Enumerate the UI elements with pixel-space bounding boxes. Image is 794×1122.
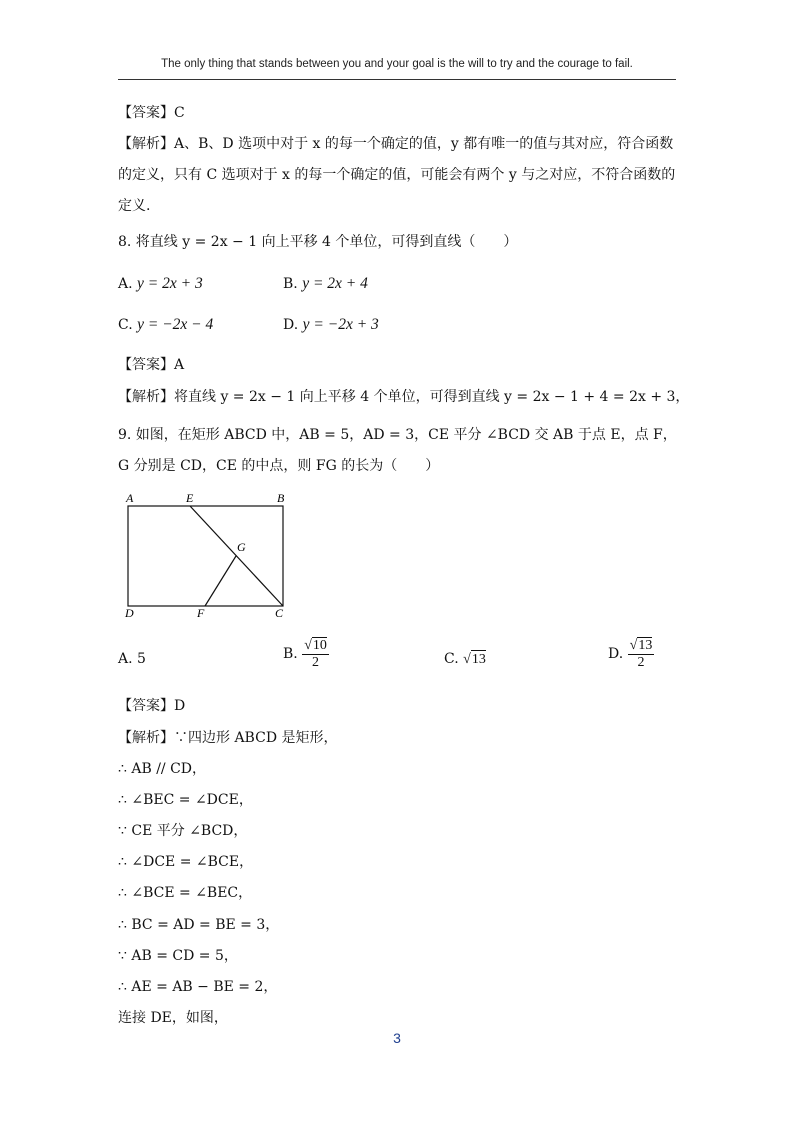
q9-step: ∵ AB = CD = 5， bbox=[118, 948, 238, 964]
q9-option-d-fraction bbox=[628, 637, 655, 671]
q9-option-c bbox=[444, 650, 486, 669]
q8-option-a-expr: y = 2x + 3 bbox=[137, 275, 203, 292]
label-f: F bbox=[197, 606, 205, 618]
q9-figure-svg bbox=[118, 490, 308, 618]
page-number: 3 bbox=[393, 1030, 401, 1046]
rectangle-abcd bbox=[128, 506, 283, 606]
header-rule bbox=[118, 79, 676, 80]
q8-option-b bbox=[283, 275, 368, 293]
q9-answer: 【答案】D bbox=[118, 698, 186, 714]
q8-option-d-letter: D. bbox=[283, 317, 299, 333]
q9-step: ∴ AB // CD， bbox=[118, 761, 207, 777]
label-d: D bbox=[125, 606, 134, 618]
q8-option-d bbox=[283, 316, 379, 334]
q8-option-b-expr: y = 2x + 4 bbox=[302, 275, 368, 292]
q9-step: ∴ ∠BCE = ∠BEC， bbox=[118, 885, 253, 901]
q7-answer: 【答案】C bbox=[118, 105, 185, 121]
header-quote: The only thing that stands between you and your goal is the will to try and the courage to fail. bbox=[161, 58, 633, 70]
label-b: B bbox=[277, 491, 285, 505]
q9-option-d-numerator: √13 bbox=[629, 638, 653, 653]
segment-ce bbox=[190, 506, 283, 606]
q9-option-d-denominator: 2 bbox=[637, 655, 645, 670]
q8-option-c bbox=[118, 316, 213, 334]
q8-analysis: 【解析】将直线 y = 2x − 1 向上平移 4 个单位，可得到直线 y = 2x − 1 + 4 = 2x + 3， bbox=[118, 389, 690, 405]
q9-option-d-letter: D. bbox=[608, 646, 624, 662]
q9-stem-line2: G 分别是 CD，CE 的中点，则 FG 的长为（ ） bbox=[118, 458, 440, 474]
q9-step: ∴ AE = AB − BE = 2， bbox=[118, 979, 278, 995]
q7-analysis-line1: 【解析】A、B、D 选项中对于 x 的每一个确定的值，y 都有唯一的值与其对应，符合函数 bbox=[118, 136, 674, 152]
q8-option-a-letter: A. bbox=[118, 276, 133, 292]
q9-option-b-denominator: 2 bbox=[312, 655, 320, 670]
q9-option-b-fraction bbox=[302, 637, 329, 671]
q9-rectangle-figure bbox=[118, 490, 308, 618]
label-a: A bbox=[126, 491, 134, 505]
q9-option-b-radicand: 10 bbox=[312, 638, 327, 653]
q9-step: 【解析】∵四边形 ABCD 是矩形， bbox=[118, 730, 338, 746]
q8-stem: 8. 将直线 y = 2x − 1 向上平移 4 个单位，可得到直线（ ） bbox=[118, 234, 518, 250]
q8-option-b-letter: B. bbox=[283, 276, 298, 292]
q8-option-c-letter: C. bbox=[118, 317, 133, 333]
q8-option-d-expr: y = −2x + 3 bbox=[302, 316, 379, 333]
q7-analysis-line2: 的定义，只有 C 选项对于 x 的每一个确定的值，可能会有两个 y 与之对应，不符合函数的 bbox=[118, 167, 676, 183]
q8-option-c-expr: y = −2x − 4 bbox=[137, 316, 214, 333]
q8-option-a bbox=[118, 275, 203, 293]
q9-option-c-radicand: 13 bbox=[471, 652, 486, 667]
q9-step: ∴ ∠BEC = ∠DCE， bbox=[118, 792, 253, 808]
q9-step: 连接 DE，如图， bbox=[118, 1010, 228, 1026]
q9-option-d bbox=[608, 637, 654, 671]
q9-stem-line1: 9. 如图，在矩形 ABCD 中，AB = 5，AD = 3，CE 平分 ∠BCD 交 AB 于点 E，点 F， bbox=[118, 427, 677, 443]
q9-option-b bbox=[283, 637, 329, 671]
label-e: E bbox=[186, 491, 194, 505]
segment-fg bbox=[205, 556, 236, 606]
label-c: C bbox=[275, 606, 284, 618]
q9-option-a: A. 5 bbox=[118, 651, 146, 667]
q9-step: ∴ BC = AD = BE = 3， bbox=[118, 917, 280, 933]
q7-analysis-line3: 定义. bbox=[118, 198, 151, 214]
q9-option-b-letter: B. bbox=[283, 646, 298, 662]
q9-option-d-radicand: 13 bbox=[638, 638, 653, 653]
q9-step: ∴ ∠DCE = ∠BCE， bbox=[118, 854, 254, 870]
label-g: G bbox=[237, 540, 246, 554]
q8-answer: 【答案】A bbox=[118, 357, 185, 373]
q9-option-b-numerator: √10 bbox=[304, 638, 327, 653]
q9-option-c-letter: C. bbox=[444, 651, 459, 667]
q9-option-c-sqrt: √13 bbox=[463, 652, 486, 667]
q9-step: ∵ CE 平分 ∠BCD， bbox=[118, 823, 248, 839]
